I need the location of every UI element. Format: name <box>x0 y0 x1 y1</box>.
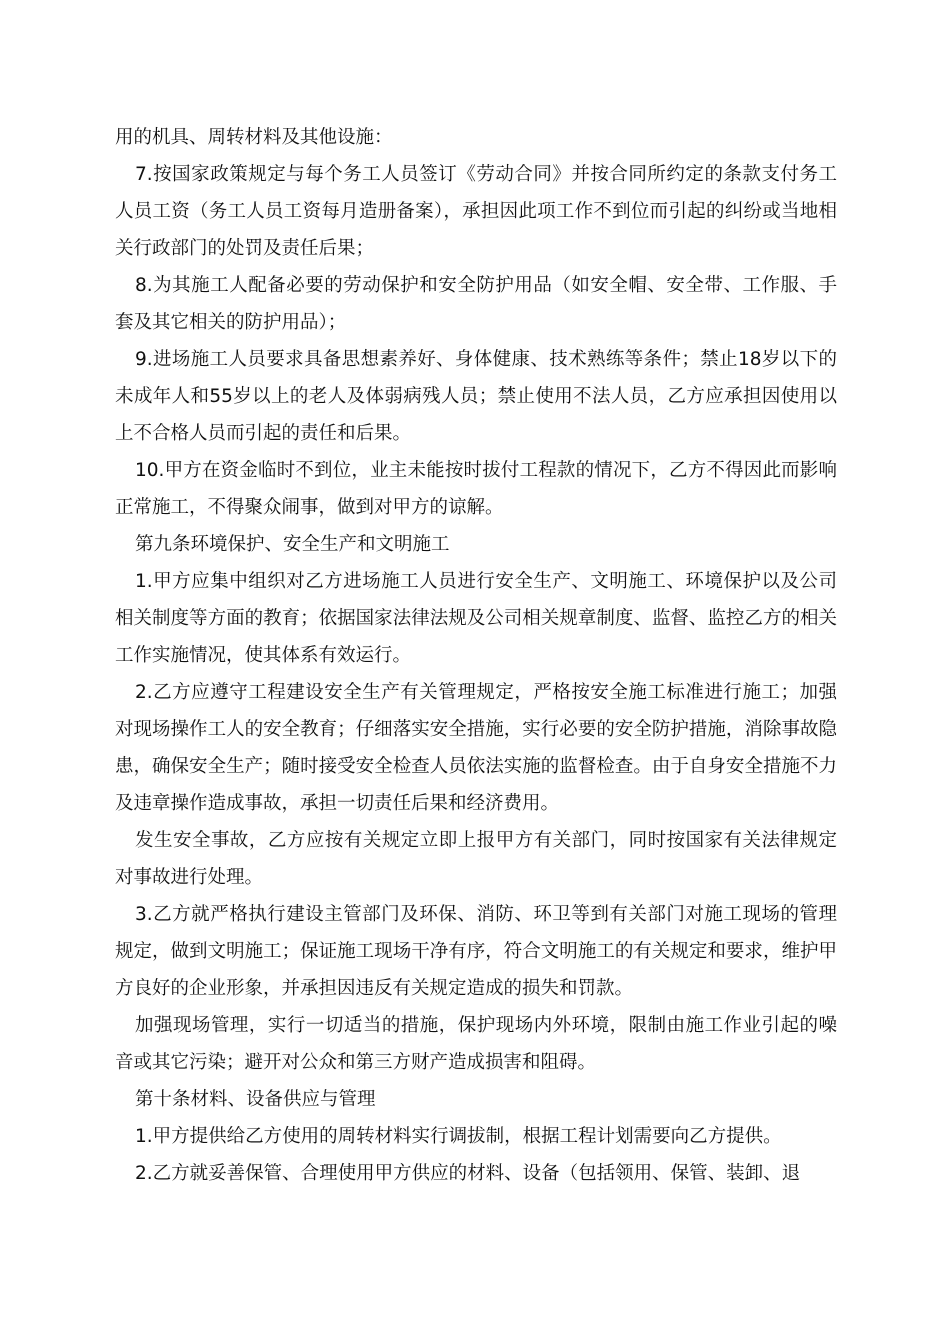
paragraph: 8.为其施工人配备必要的劳动保护和安全防护用品（如安全帽、安全带、工作服、手套及其它相关的防护用品）； <box>115 275 837 333</box>
paragraph: 1.甲方提供给乙方使用的周转材料实行调拔制，根据工程计划需要向乙方提供。 <box>135 1126 782 1147</box>
paragraph: 1.甲方应集中组织对乙方进场施工人员进行安全生产、文明施工、环境保护以及公司相关制度等方面的教育；依据国家法律法规及公司相关规章制度、监督、监控乙方的相关工作实施情况，使其体系有效运行。 <box>115 571 837 666</box>
paragraph: 9.进场施工人员要求具备思想素养好、身体健康、技术熟练等条件；禁止18岁以下的未成年人和55岁以上的老人及体弱病残人员；禁止使用不法人员，乙方应承担因使用以上不合格人员而引起的责任和后果。 <box>115 349 837 444</box>
paragraph: 发生安全事故，乙方应按有关规定立即上报甲方有关部门，同时按国家有关法律规定对事故进行处理。 <box>115 830 837 888</box>
paragraph: 3.乙方就严格执行建设主管部门及环保、消防、环卫等到有关部门对施工现场的管理规定，做到文明施工；保证施工现场干净有序，符合文明施工的有关规定和要求，维护甲方良好的企业形象，并承担因违反有关规定造成的损失和罚款。 <box>115 904 837 999</box>
section-heading: 第九条环境保护、安全生产和文明施工 <box>135 534 450 555</box>
paragraph: 10.甲方在资金临时不到位，业主未能按时拔付工程款的情况下，乙方不得因此而影响正常施工，不得聚众闹事，做到对甲方的谅解。 <box>115 460 837 518</box>
paragraph: 2.乙方应遵守工程建设安全生产有关管理规定，严格按安全施工标准进行施工；加强对现场操作工人的安全教育；仔细落实安全措施，实行必要的安全防护措施，消除事故隐患，确保安全生产；随时接受安全检查人员依法实施的监督检查。由于自身安全措施不力及违章操作造成事故，承担一切责任后果和经济费用。 <box>115 682 837 814</box>
paragraph: 用的机具、周转材料及其他设施： <box>115 127 393 148</box>
section-heading: 第十条材料、设备供应与管理 <box>135 1089 376 1110</box>
paragraph: 加强现场管理，实行一切适当的措施，保护现场内外环境，限制由施工作业引起的噪音或其它污染；避开对公众和第三方财产造成损害和阻碍。 <box>115 1015 837 1073</box>
document-page <box>115 119 837 1192</box>
paragraph: 7.按国家政策规定与每个务工人员签订《劳动合同》并按合同所约定的条款支付务工人员工资（务工人员工资每月造册备案），承担因此项工作不到位而引起的纠纷或当地相关行政部门的处罚及责任后果； <box>115 164 837 259</box>
paragraph: 2.乙方就妥善保管、合理使用甲方供应的材料、设备（包括领用、保管、装卸、退 <box>135 1163 801 1184</box>
